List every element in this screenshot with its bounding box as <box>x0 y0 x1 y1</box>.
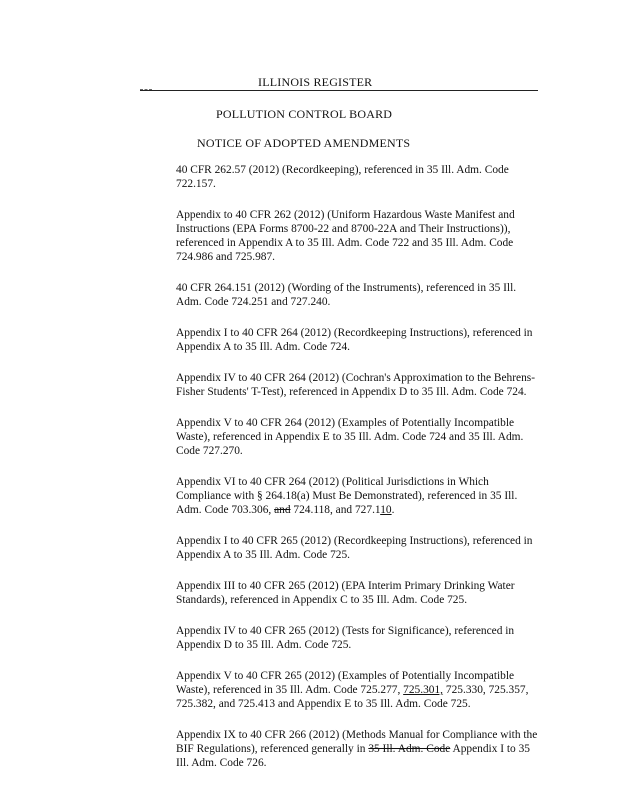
reference-entry-amended <box>176 728 538 770</box>
entry-text: Appendix IX to 40 CFR 266 (2012) (Methods Manual for Compliance with the BIF Regulations), referenced generally in <box>176 729 538 755</box>
entry-text: 724.118, and 727.1 <box>290 504 381 516</box>
header-rule <box>140 90 538 91</box>
reference-list <box>176 163 538 787</box>
reference-entry: 40 CFR 262.57 (2012) (Recordkeeping), referenced in 35 Ill. Adm. Code 722.157. <box>176 164 509 190</box>
reference-entry-amended <box>176 669 538 711</box>
register-title: ILLINOIS REGISTER <box>258 75 373 89</box>
deleted-text: 35 Ill. Adm. Code <box>368 743 451 755</box>
notice-heading: NOTICE OF ADOPTED AMENDMENTS <box>197 136 411 150</box>
reference-entry: Appendix to 40 CFR 262 (2012) (Uniform Hazardous Waste Manifest and Instructions (EPA Forms 8700-22 and 8700-22A and Their Instructions)), referenced in Appendix A to 35 Ill. Adm. Code 722 and 35 Ill. Adm. Code 724.986 and 725.987. <box>176 209 515 263</box>
entry-text: Appendix I to 35 Ill. Adm. Code 726. <box>176 743 530 769</box>
inserted-text: 10 <box>380 504 392 516</box>
reference-entry: Appendix V to 40 CFR 264 (2012) (Examples of Potentially Incompatible Waste), referenced in Appendix E to 35 Ill. Adm. Code 724 and 35 Ill. Adm. Code 727.270. <box>176 417 524 457</box>
inserted-text: 725.301, <box>403 684 444 696</box>
reference-entry-amended <box>176 475 538 517</box>
reference-entry: Appendix III to 40 CFR 265 (2012) (EPA Interim Primary Drinking Water Standards), referenced in Appendix C to 35 Ill. Adm. Code 725. <box>176 580 515 606</box>
deleted-text: and <box>274 504 291 516</box>
entry-text: Appendix V to 40 CFR 265 (2012) (Examples of Potentially Incompatible Waste), referenced in 35 Ill. Adm. Code 725.277, <box>176 670 515 696</box>
reference-entry: 40 CFR 264.151 (2012) (Wording of the Instruments), referenced in 35 Ill. Adm. Code 724.251 and 727.240. <box>176 282 517 308</box>
reference-entry: Appendix IV to 40 CFR 265 (2012) (Tests for Significance), referenced in Appendix D to 35 Ill. Adm. Code 725. <box>176 625 515 651</box>
reference-entry: Appendix I to 40 CFR 264 (2012) (Recordkeeping Instructions), referenced in Appendix A to 35 Ill. Adm. Code 724. <box>176 327 533 353</box>
board-name: POLLUTION CONTROL BOARD <box>216 107 393 121</box>
reference-entry: Appendix IV to 40 CFR 264 (2012) (Cochran's Approximation to the Behrens-Fisher Students' T-Test), referenced in Appendix D to 35 Ill. Adm. Code 724. <box>176 372 536 398</box>
reference-entry: Appendix I to 40 CFR 265 (2012) (Recordkeeping Instructions), referenced in Appendix A to 35 Ill. Adm. Code 725. <box>176 535 533 561</box>
entry-text: Appendix VI to 40 CFR 264 (2012) (Political Jurisdictions in Which Compliance with § 264.18(a) Must Be Demonstrated), referenced in 35 Ill. Adm. Code 703.306, <box>176 476 518 516</box>
entry-text: 725.330, 725.357, 725.382, and 725.413 and Appendix E to 35 Ill. Adm. Code 725. <box>176 684 529 710</box>
entry-text: . <box>391 504 395 516</box>
